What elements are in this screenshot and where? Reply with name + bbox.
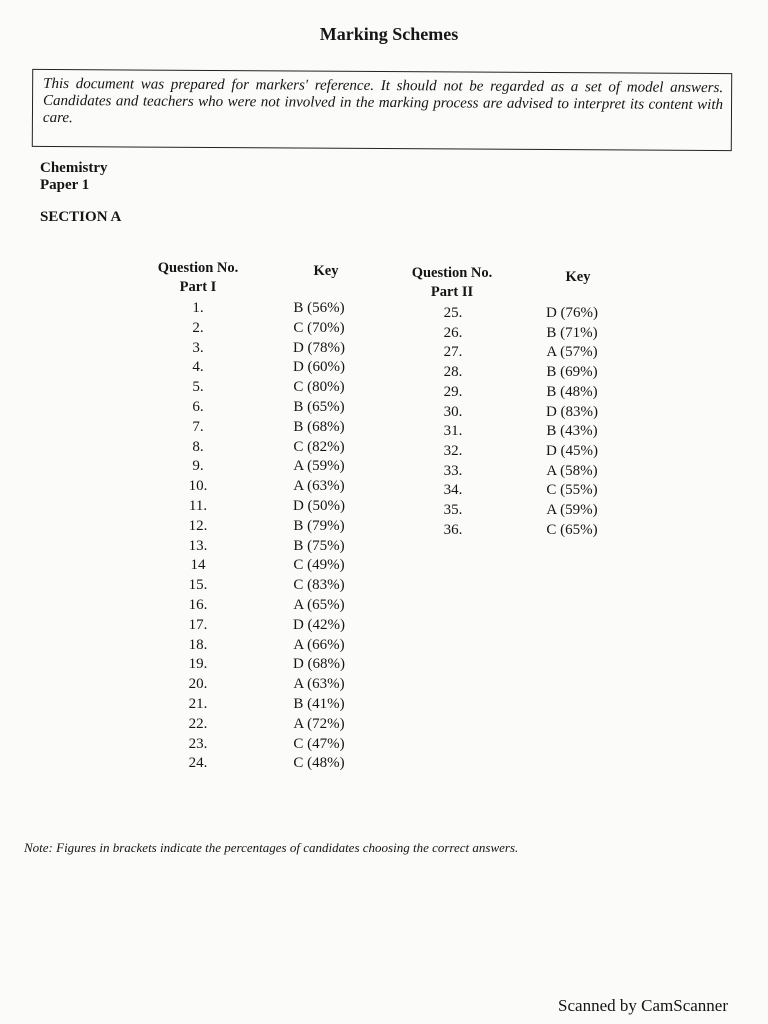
answer-key: C (47%): [293, 735, 345, 752]
question-number: 20.: [188, 676, 208, 693]
part2-key-header: Key: [565, 269, 591, 285]
answer-key: B (56%): [293, 300, 345, 316]
question-number: 16.: [188, 597, 208, 613]
question-number: 1.: [192, 300, 204, 316]
answer-key: A (63%): [293, 676, 345, 693]
answer-key: B (65%): [293, 399, 345, 415]
question-number: 5.: [192, 379, 204, 396]
question-number: 32.: [443, 442, 463, 459]
answer-key: D (50%): [292, 498, 346, 514]
answer-key: C (55%): [546, 482, 598, 499]
answer-key: D (76%): [545, 305, 599, 321]
question-number: 6.: [192, 399, 204, 415]
answer-key: C (70%): [293, 319, 345, 336]
question-number: 31.: [443, 423, 463, 440]
part1-question-header: [148, 259, 248, 297]
answer-key: D (78%): [292, 339, 346, 356]
answer-key: B (69%): [546, 364, 598, 381]
answer-key: D (42%): [292, 616, 346, 633]
question-number: 26.: [443, 324, 463, 341]
answer-key: B (75%): [293, 537, 345, 554]
part1-key-header: Key: [313, 263, 339, 279]
question-number: 9.: [192, 458, 204, 475]
part2-question-label: Question No.: [411, 265, 493, 281]
scanned-by-watermark: Scanned by CamScanner: [558, 996, 728, 1015]
answer-key: C (65%): [546, 521, 598, 538]
answer-key: A (66%): [293, 636, 345, 653]
answer-key: D (83%): [545, 403, 599, 420]
question-number: 18.: [188, 636, 208, 653]
part1-question-label: Question No.: [157, 260, 239, 276]
question-number: 15.: [188, 577, 208, 594]
answer-key: A (72%): [293, 715, 345, 732]
question-number: 3.: [192, 339, 204, 356]
question-number: 8.: [192, 438, 204, 455]
question-number: 27.: [443, 344, 463, 361]
answer-key: B (43%): [546, 423, 598, 440]
answer-key: C (48%): [293, 755, 345, 772]
question-number: 35.: [443, 502, 463, 518]
answer-key: D (68%): [292, 656, 346, 673]
question-number: 4.: [192, 359, 204, 376]
subject-name: Chemistry: [40, 160, 108, 176]
answer-key: D (45%): [545, 442, 599, 459]
question-number: 19.: [188, 656, 208, 673]
question-number: 14: [190, 557, 206, 574]
question-number: 23.: [188, 735, 208, 752]
question-number: 21.: [188, 696, 208, 712]
paper-name: Paper 1: [40, 177, 90, 193]
question-number: 7.: [192, 418, 204, 435]
question-number: 17.: [188, 616, 208, 633]
answer-key: B (71%): [546, 324, 598, 341]
footnote: Note: Figures in brackets indicate the percentages of candidates choosing the correct answers.: [24, 840, 519, 855]
question-number: 13.: [188, 537, 208, 554]
answer-key: B (48%): [546, 383, 598, 400]
question-number: 28.: [443, 364, 463, 381]
answer-key: A (57%): [546, 344, 598, 361]
question-number: 10.: [188, 478, 208, 495]
answer-key: A (59%): [293, 458, 345, 475]
notice-box: This document was prepared for markers' reference. It should not be regarded as a set of model answers. Candidates and teachers who were not involved in the marking process are advised to interpret its content with care.: [32, 69, 732, 151]
answer-key: A (63%): [293, 478, 345, 495]
answer-key: B (68%): [293, 418, 345, 435]
question-number: 2.: [192, 319, 204, 336]
answer-key: B (79%): [293, 517, 345, 534]
answer-key: A (59%): [546, 502, 598, 518]
subject-block: [40, 160, 108, 194]
part2-part-label: Part II: [430, 284, 474, 300]
question-number: 33.: [443, 462, 463, 479]
answer-key: D (60%): [292, 359, 346, 376]
question-number: 29.: [443, 383, 463, 400]
answer-key: C (83%): [293, 577, 345, 594]
answer-key: C (82%): [293, 438, 345, 455]
question-number: 36.: [443, 521, 463, 538]
question-number: 30.: [443, 403, 463, 420]
question-number: 22.: [188, 715, 208, 732]
question-number: 11.: [188, 498, 208, 514]
section-heading: SECTION A: [40, 209, 122, 225]
question-number: 25.: [443, 305, 463, 321]
question-number: 24.: [188, 755, 208, 772]
answer-key: C (49%): [293, 557, 345, 574]
page-title: Marking Schemes: [319, 24, 459, 44]
part2-question-header: [402, 264, 502, 302]
question-number: 34.: [443, 482, 463, 499]
answer-key: A (65%): [293, 597, 345, 613]
answer-key: B (41%): [293, 696, 345, 712]
answer-key: C (80%): [293, 379, 345, 396]
part1-part-label: Part I: [179, 279, 217, 295]
answer-key: A (58%): [546, 462, 598, 479]
question-number: 12.: [188, 517, 208, 534]
